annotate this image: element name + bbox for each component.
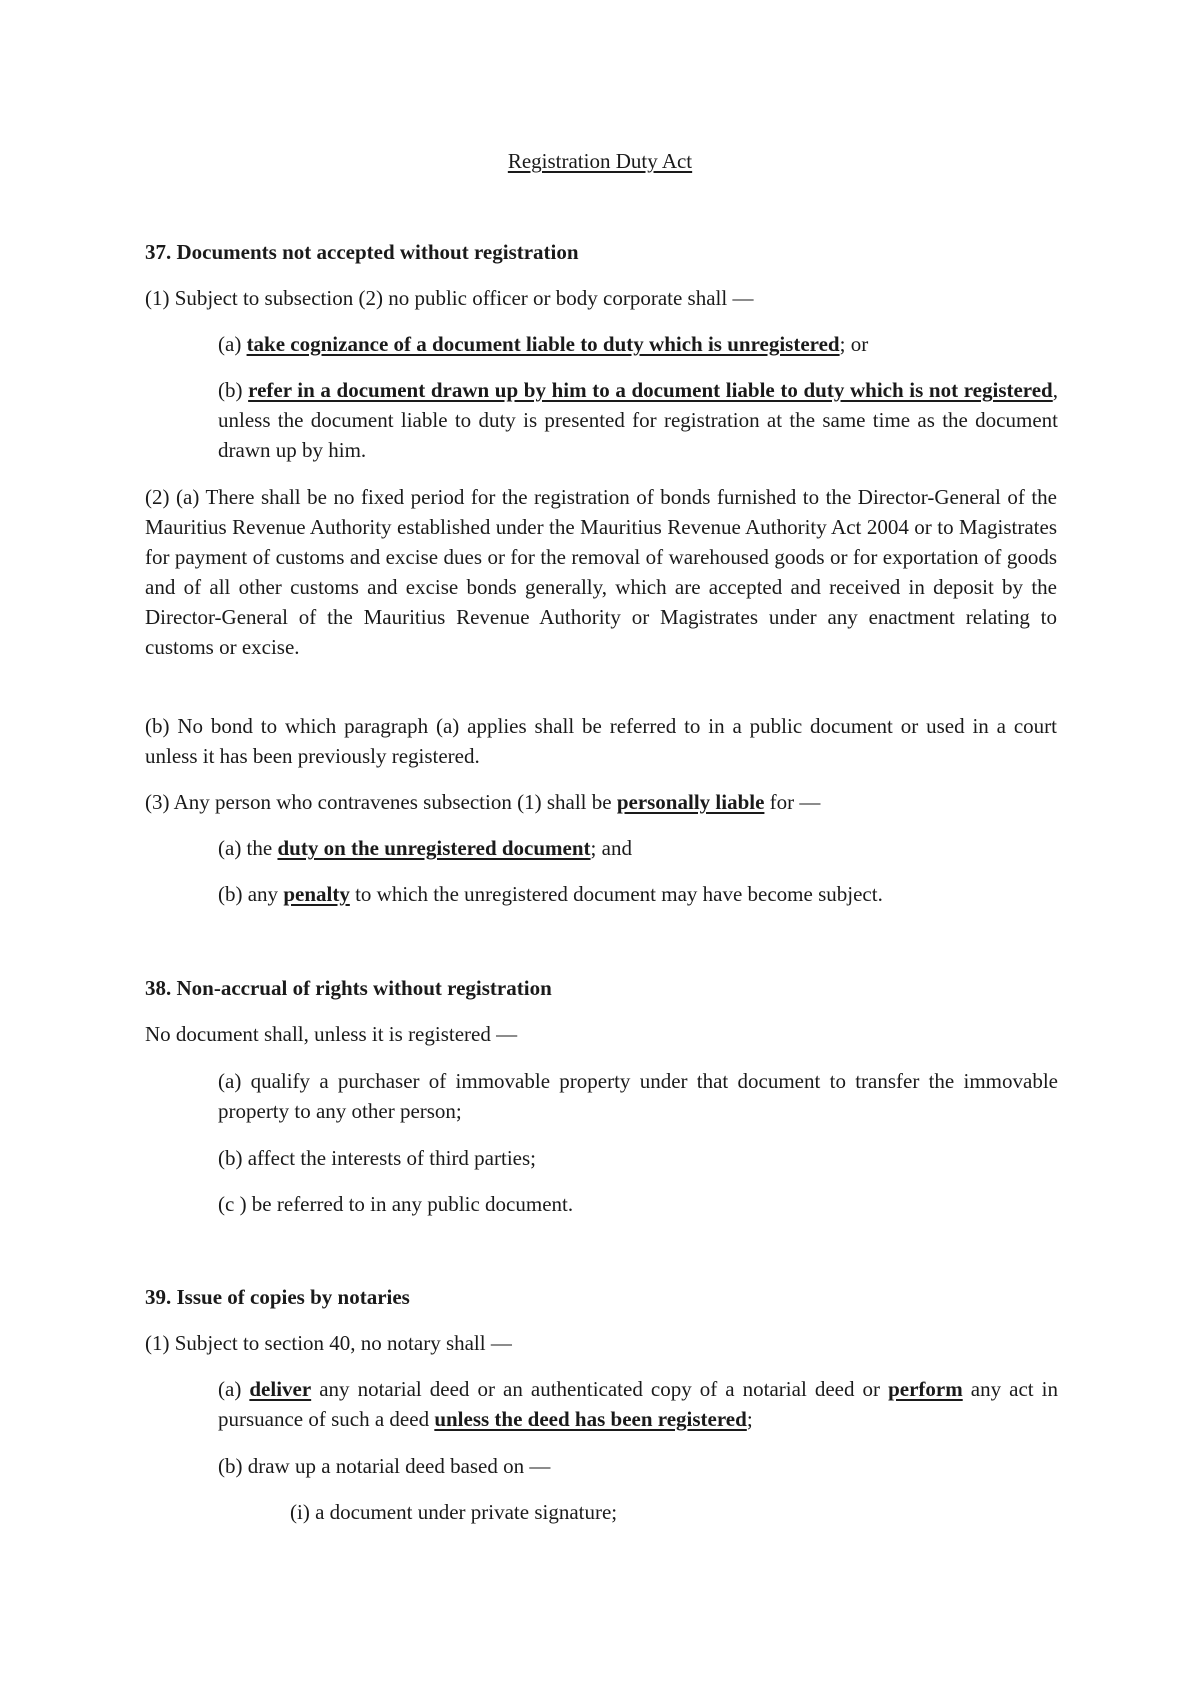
section-38-b: (b) affect the interests of third parties; — [218, 1146, 536, 1170]
section-37-2-a: (2) (a) There shall be no fixed period for the registration of bonds furnished to the Director-General of the Mauritius Revenue Authority established under the Mauritius Revenue Authority Act 2004 or to Magistrates for payment of customs and excise dues or for the removal of warehoused goods or for exportation of goods and of all other customs and excise bonds generally, which are accepted and received in deposit by the Director-General of the Mauritius Revenue Authority or Magistrates under any enactment relating to customs or excise. — [145, 485, 1057, 659]
section-37-subsection-1: (1) Subject to subsection (2) no public officer or body corporate shall — — [145, 286, 754, 310]
section-39-subsection-1: (1) Subject to section 40, no notary shall — — [145, 1331, 512, 1355]
document-title: Registration Duty Act — [507, 149, 693, 173]
section-37-3-b: (b) any penalty to which the unregistered document may have become subject. — [218, 882, 883, 906]
section-38-c: (c ) be referred to in any public document. — [218, 1192, 574, 1216]
section-37-1-b: (b) refer in a document drawn up by him to a document liable to duty which is not registered, unless the document liable to duty is presented for registration at the same time as the document drawn up by him. — [218, 378, 1058, 462]
section-38-heading: 38. Non-accrual of rights without registration — [145, 976, 552, 1000]
section-37-2-b: (b) No bond to which paragraph (a) applies shall be referred to in a public document or used in a court unless it has been previously registered. — [145, 714, 1057, 768]
section-39-1-b-i: (i) a document under private signature; — [290, 1500, 618, 1524]
section-39-1-a: (a) deliver any notarial deed or an authenticated copy of a notarial deed or perform any act in pursuance of such a deed unless the deed has been registered; — [218, 1377, 1058, 1431]
section-38-intro: No document shall, unless it is registered — — [145, 1022, 518, 1046]
section-37-3-a: (a) the duty on the unregistered document; and — [218, 836, 632, 860]
section-38-a: (a) qualify a purchaser of immovable property under that document to transfer the immovable property to any other person; — [218, 1069, 1058, 1123]
section-39-1-b: (b) draw up a notarial deed based on — — [218, 1454, 551, 1478]
section-37-subsection-3: (3) Any person who contravenes subsection (1) shall be personally liable for — — [145, 790, 821, 814]
section-37-1-a: (a) take cognizance of a document liable to duty which is unregistered; or — [218, 332, 869, 356]
section-39-heading: 39. Issue of copies by notaries — [145, 1285, 410, 1309]
section-37-heading: 37. Documents not accepted without registration — [145, 240, 579, 264]
